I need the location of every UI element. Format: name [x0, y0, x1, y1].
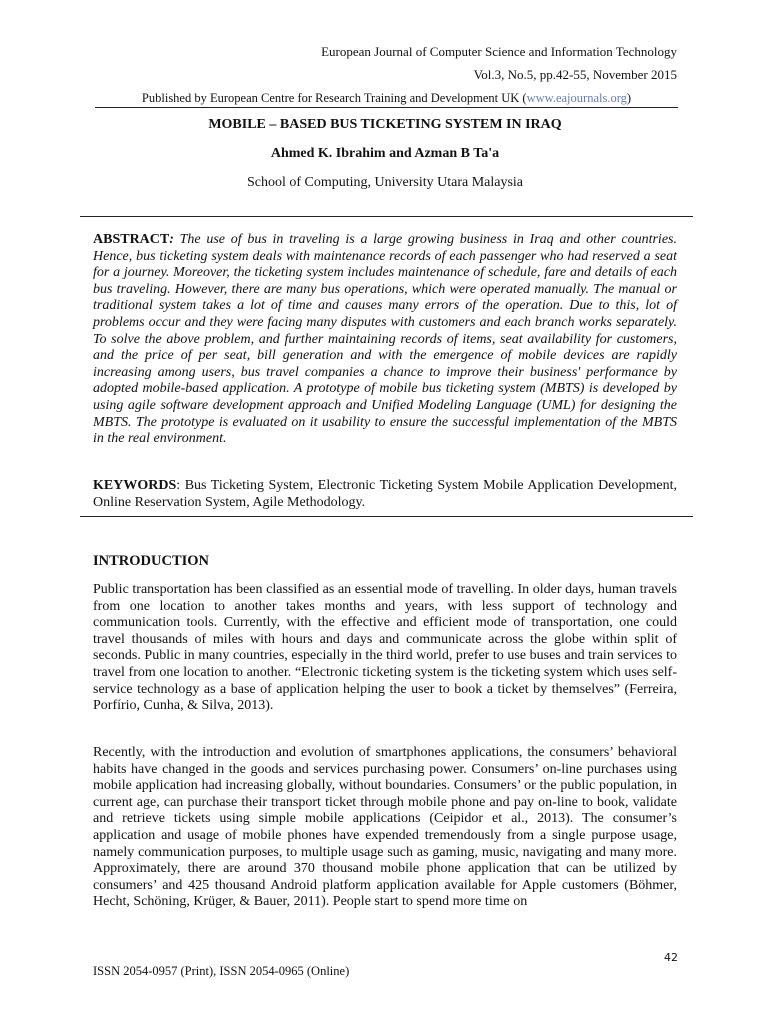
- paper-authors: Ahmed K. Ibrahim and Azman B Ta'a: [270, 146, 500, 161]
- journal-volume: Vol.3, No.5, pp.42-55, November 2015: [473, 67, 677, 82]
- page-number: 42: [664, 951, 678, 964]
- abstract-text: The use of bus in traveling is a large growing business in Iraq and other countries. Hence, bus ticketing system deals with maintenance records of each passenger who had reserved a seat for a journey. Moreover, the ticketing system includes maintenance of schedule, fare and details of each bus traveling. However, there are many bus operations, which were operated manually. The manual or traditional system takes a lot of time and causes many errors of the operation. Due to this, lot of problems occur and they were facing many disputes with customers and each branch works separately. To solve the above problem, and further maintaining records of items, seat availability for customers, and the price of per seat, bill generation and with the emergence of mobile devices are rapidly increasing among users, bus travel companies a chance to improve their business' performance by adopted mobile-based application. A prototype of mobile bus ticketing system (MBTS) is developed by using agile software development approach and Unified Modeling Language (UML) for designing the MBTS. The prototype is evaluated on it usability to ensure the successful implementation of the MBTS in the real environment.: [93, 232, 677, 447]
- abstract-colon: :: [169, 232, 174, 247]
- publisher-suffix: ): [626, 91, 632, 105]
- publisher-line: [95, 91, 678, 108]
- abstract: [93, 232, 677, 448]
- keywords-text: : Bus Ticketing System, Electronic Ticketing System Mobile Application Development, Online Reservation System, Agile Methodology.: [93, 478, 677, 510]
- abstract-bottom-rule: [80, 516, 693, 517]
- issn-footer: ISSN 2054-0957 (Print), ISSN 2054-0965 (Online): [93, 964, 350, 978]
- publisher-link[interactable]: www.eajournals.org: [526, 91, 627, 105]
- intro-paragraph-1: Public transportation has been classified as an essential mode of travelling. In older days, human travels from one location to another takes months and years, with less support of technology and communication tools. Currently, with the effective and efficient mode of transportation, one could travel thousands of miles with hours and days and communicate across the globe within split of seconds. Public in many countries, especially in the third world, prefer to use buses and train services to travel from one location to another. “Electronic ticketing system is the ticketing system which uses self-service technology as a base of application helping the user to book a ticket by themselves” (Ferreira, Porfírio, Cunha, & Silva, 2013).: [93, 582, 677, 714]
- paper-affiliation: School of Computing, University Utara Malaysia: [246, 175, 524, 190]
- abstract-top-rule: [80, 216, 693, 217]
- intro-paragraph-2: Recently, with the introduction and evolution of smartphones applications, the consumers’ behavioral habits have changed in the goods and services purchasing power. Consumers’ on-line purchases using mobile application had increasing globally, without boundaries. Consumers’ or the public population, in current age, can purchase their transport ticket through mobile phone and pay on-line to book, validate and retrieve tickets using simple mobile applications (Ceipidor et al., 2013). The consumer’s application and usage of mobile phones have expended tremendously from a single purpose usage, namely communication purposes, to multiple usage such as gaming, music, navigating and many more. Approximately, there are around 370 thousand mobile phone application that can be utilized by consumers’ and 425 thousand Android platform application available for Apple customers (Böhmer, Hecht, Schöning, Krüger, & Bauer, 2011). People start to spend more time on: [93, 745, 677, 910]
- journal-name: European Journal of Computer Science and Information Technology: [321, 44, 677, 59]
- paper-title: MOBILE – BASED BUS TICKETING SYSTEM IN IRAQ: [208, 117, 562, 132]
- keywords: [93, 478, 677, 511]
- publisher-prefix: Published by European Centre for Research Training and Development UK (: [141, 91, 527, 105]
- section-heading-introduction: INTRODUCTION: [93, 553, 210, 569]
- keywords-label: KEYWORDS: [93, 478, 177, 493]
- abstract-label: ABSTRACT: [93, 232, 170, 247]
